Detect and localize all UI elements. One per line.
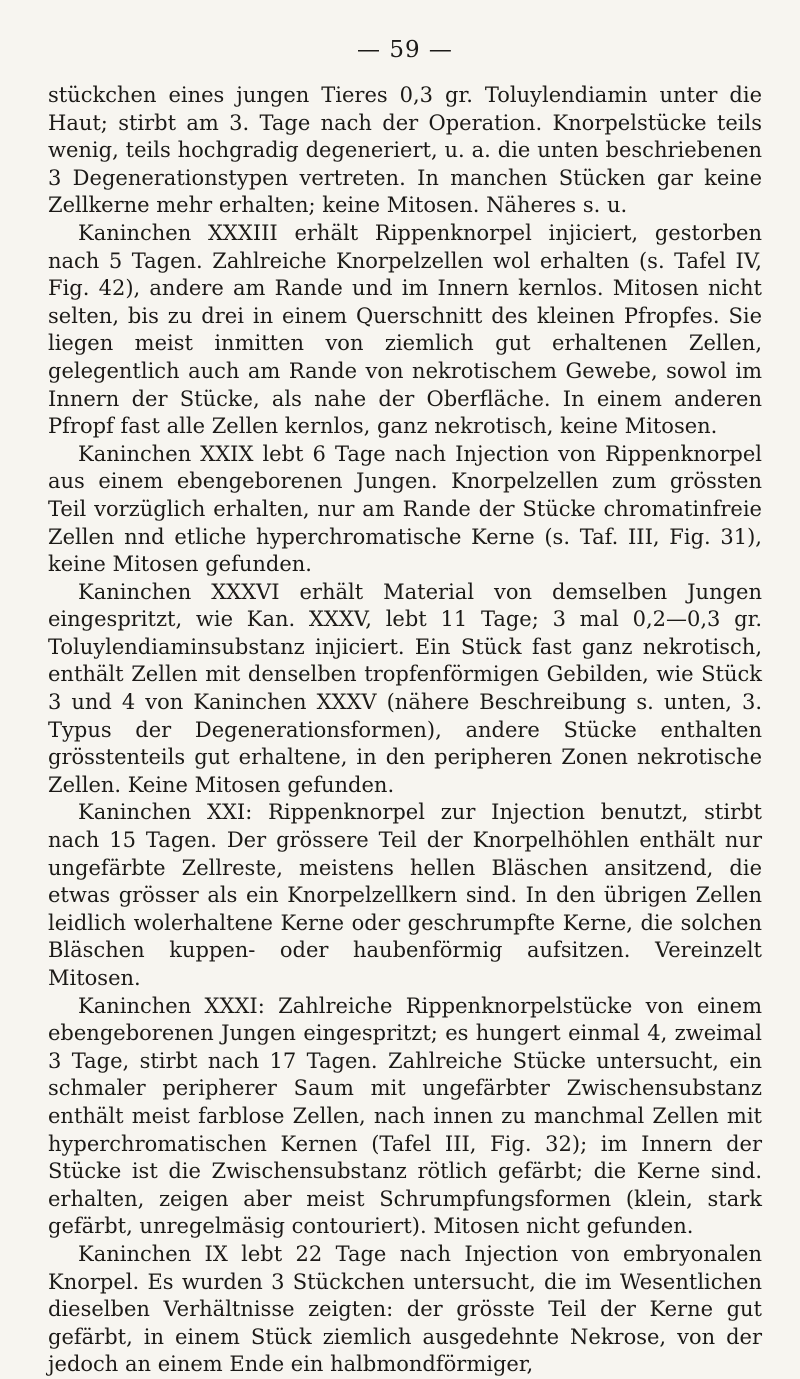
body-text (48, 82, 762, 1379)
paragraph-kaninchen-xxi: Kaninchen XXI: Rippenknorpel zur Injection benutzt, stirbt nach 15 Tagen. Der grössere Teil der Knorpelhöhlen enthält nur ungefärbte Zellreste, meistens hellen Bläschen ansitzend, die etwas grösser als ein Knorpelzellkern sind. In den übrigen Zellen leidlich wolerhaltene Kerne oder geschrumpfte Kerne, die solchen Bläschen kuppen- oder haubenförmig aufsitzen. Vereinzelt Mitosen. (48, 800, 762, 990)
paragraph-kaninchen-xxxvi: Kaninchen XXXVI erhält Material von demselben Jungen eingespritzt, wie Kan. XXXV, lebt 11 Tage; 3 mal 0,2—0,3 gr. Toluylendiaminsubstanz injiciert. Ein Stück fast ganz nekrotisch, enthält Zellen mit denselben tropfenförmigen Gebilden, wie Stück 3 und 4 von Kaninchen XXXV (nähere Beschreibung s. unten, 3. Typus der Degenerationsformen), andere Stücke enthalten grösstenteils gut erhaltene, in den peripheren Zonen nekrotische Zellen. Keine Mitosen gefunden. (48, 579, 762, 797)
page-number: — 59 — (357, 37, 453, 63)
paragraph-kaninchen-xxix: Kaninchen XXIX lebt 6 Tage nach Injection von Rippenknorpel aus einem ebengeborenen Jungen. Knorpelzellen zum grössten Teil vorzüglich erhalten, nur am Rande der Stücke chromatinfreie Zellen nnd etliche hyperchromatische Kerne (s. Taf. III, Fig. 31), keine Mitosen gefunden. (48, 441, 762, 577)
paragraph-continuation: stückchen eines jungen Tieres 0,3 gr. Toluylendiamin unter die Haut; stirbt am 3. Tage nach der Operation. Knorpelstücke teils wenig, teils hochgradig degeneriert, u. a. die unten beschriebenen 3 Degenerationstypen vertreten. In manchen Stücken gar keine Zellkerne mehr erhalten; keine Mitosen. Näheres s. u. (48, 83, 762, 218)
paragraph-kaninchen-xxxi: Kaninchen XXXI: Zahlreiche Rippenknorpelstücke von einem ebengeborenen Jungen eingespritzt; es hungert einmal 4, zweimal 3 Tage, stirbt nach 17 Tagen. Zahlreiche Stücke untersucht, ein schmaler peripherer Saum mit ungefärbter Zwischensubstanz enthält meist farblose Zellen, nach innen zu manchmal Zellen mit hyperchromatischen Kernen (Tafel III, Fig. 32); im Innern der Stücke ist die Zwischensubstanz rötlich gefärbt; die Kerne sind. erhalten, zeigen aber meist Schrumpfungsformen (klein, stark gefärbt, unregelmäsig contouriert). Mitosen nicht gefunden. (48, 993, 762, 1239)
paragraph-kaninchen-ix: Kaninchen IX lebt 22 Tage nach Injection von embryonalen Knorpel. Es wurden 3 Stückchen untersucht, die im Wesentlichen dieselben Verhältnisse zeigten: der grösste Teil der Kerne gut gefärbt, in einem Stück ziemlich ausgedehnte Nekrose, von der jedoch an einem Ende ein halbmondförmiger, (48, 1241, 762, 1377)
paragraph-kaninchen-xxxiii: Kaninchen XXXIII erhält Rippenknorpel injiciert, gestorben nach 5 Tagen. Zahlreiche Knorpelzellen wol erhalten (s. Tafel IV, Fig. 42), andere am Rande und im Innern kernlos. Mitosen nicht selten, bis zu drei in einem Querschnitt des kleinen Pfropfes. Sie liegen meist inmitten von ziemlich gut erhaltenen Zellen, gelegentlich auch am Rande von nekrotischem Gewebe, sowol im Innern der Stücke, als nahe der Oberfläche. In einem anderen Pfropf fast alle Zellen kernlos, ganz nekrotisch, keine Mitosen. (48, 220, 762, 439)
